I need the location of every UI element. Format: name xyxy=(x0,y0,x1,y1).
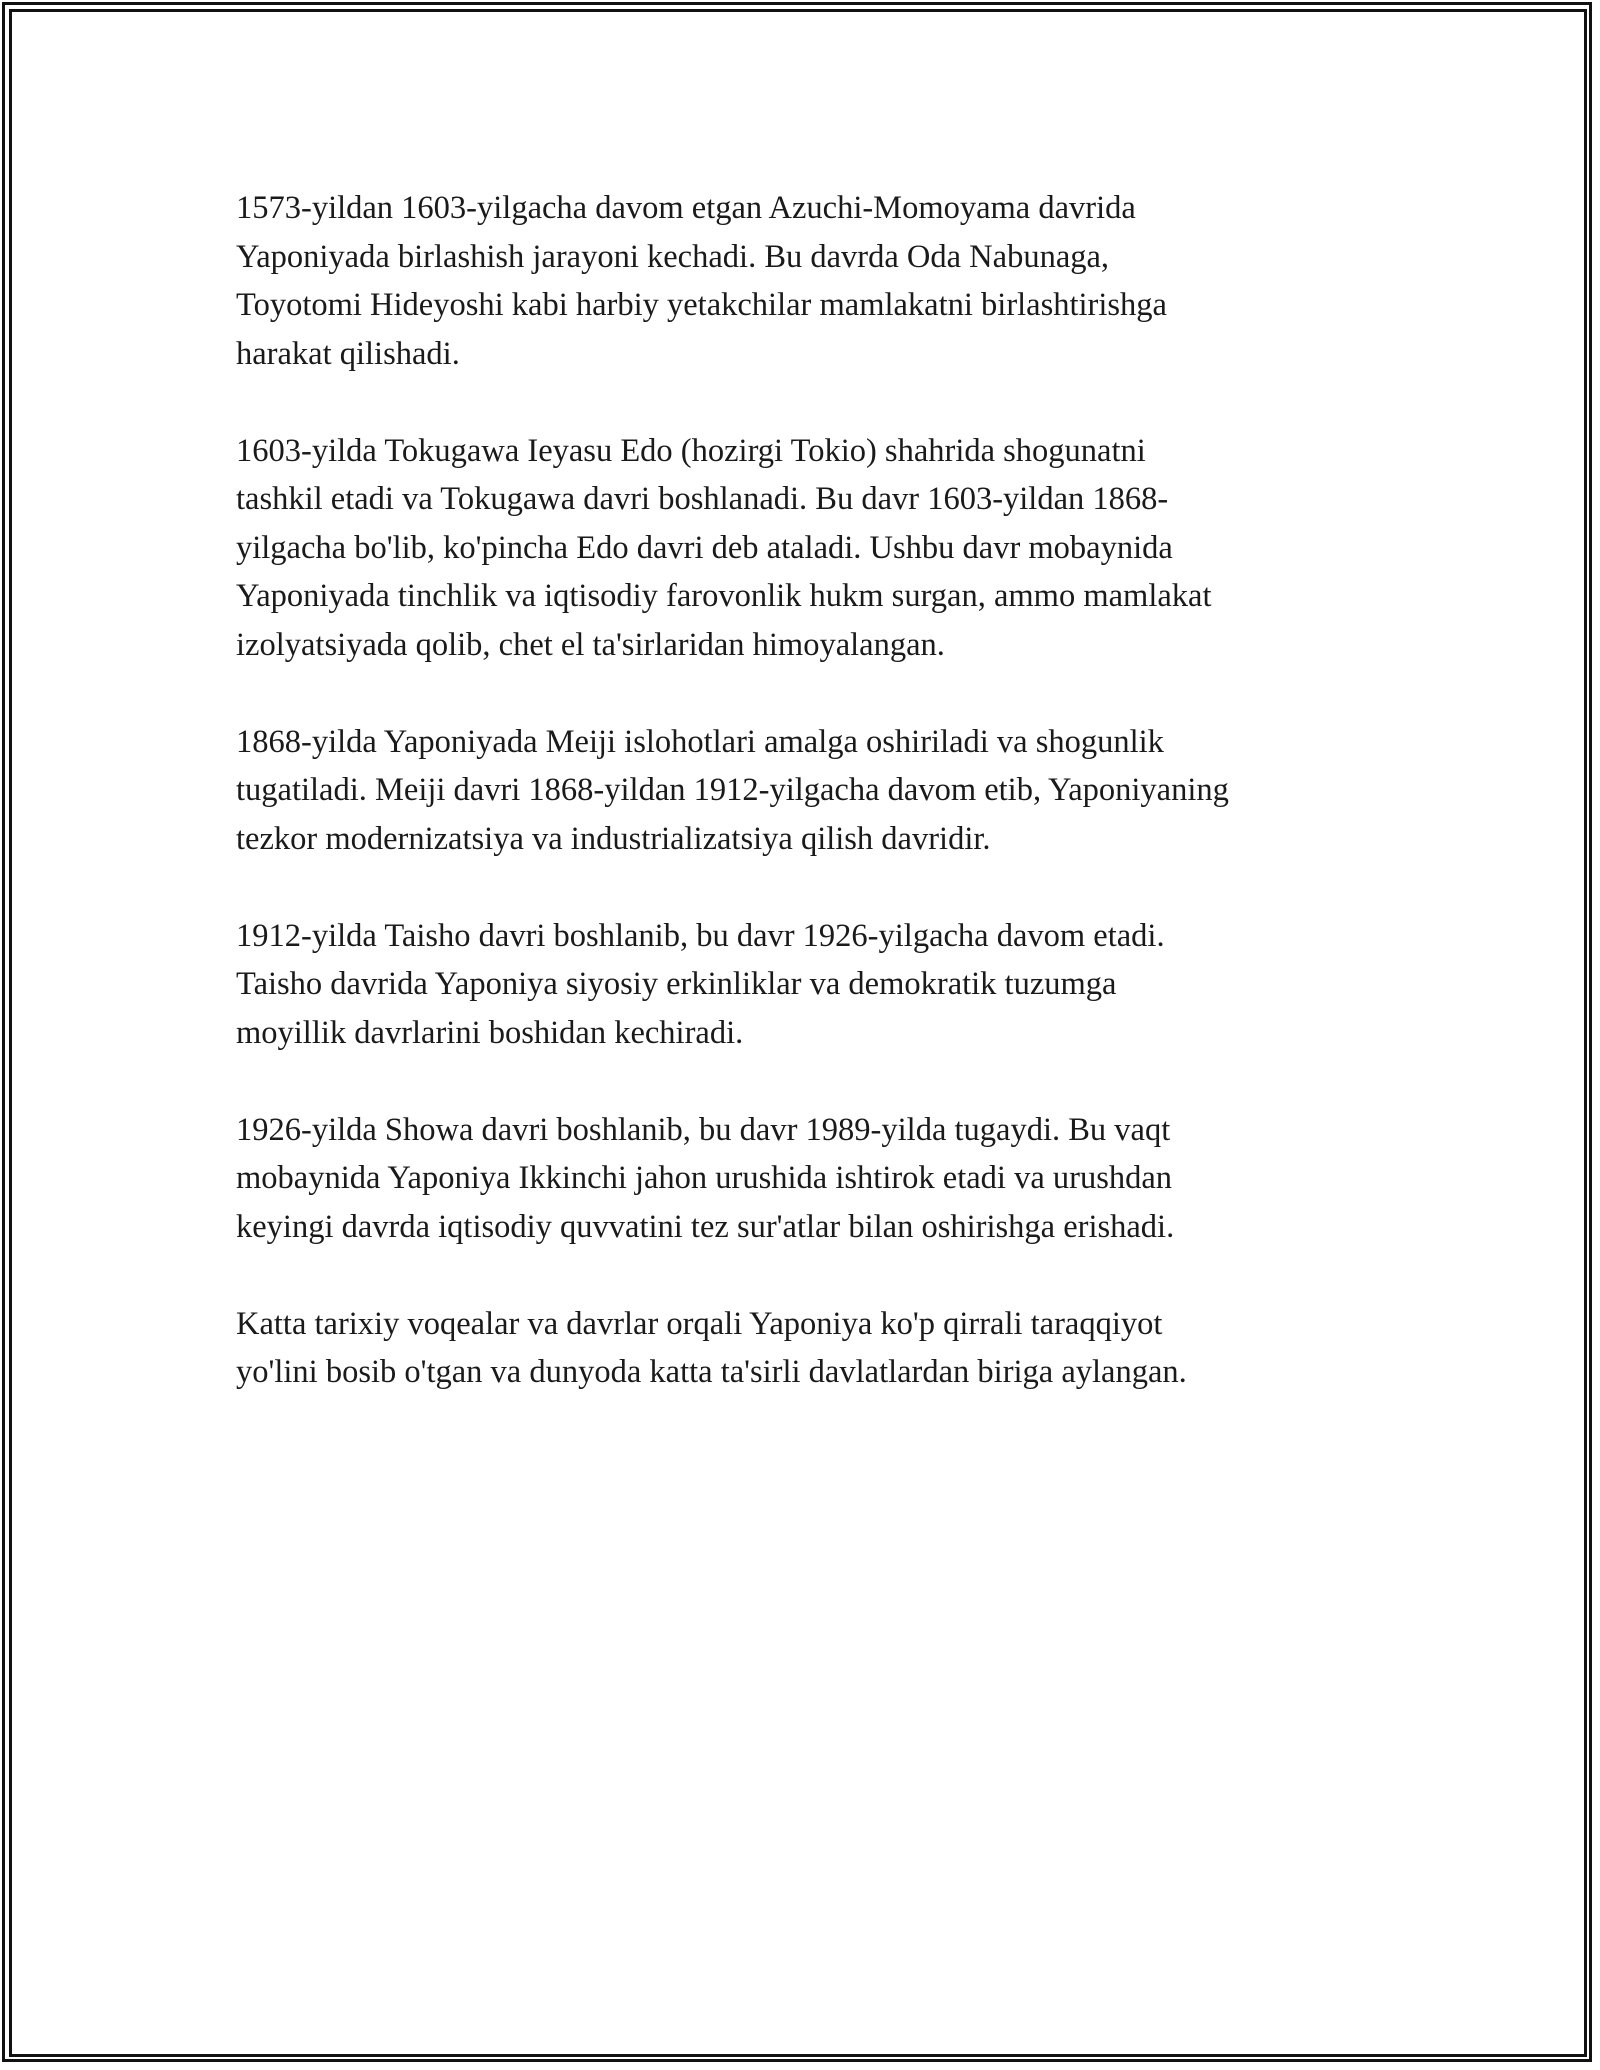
paragraph-showa xyxy=(236,1106,1396,1252)
text-line: tezkor modernizatsiya va industrializatsiya qilish davridir. xyxy=(236,820,991,857)
text-line: 1868-yilda Yaponiyada Meiji islohotlari amalga oshiriladi va shogunlik xyxy=(236,723,1164,760)
text-line: izolyatsiyada qolib, chet el ta'sirlaridan himoyalangan. xyxy=(236,626,945,663)
text-line: Yaponiyada birlashish jarayoni kechadi. Bu davrda Oda Nabunaga, xyxy=(236,238,1110,275)
text-line: Taisho davrida Yaponiya siyosiy erkinliklar va demokratik tuzumga xyxy=(236,966,1117,1002)
text-line: Katta tarixiy voqealar va davrlar orqali Yaponiya ko'p qirrali taraqqiyot xyxy=(236,1305,1163,1342)
document-body xyxy=(236,184,1396,1445)
text-line: 1912-yilda Taisho davri boshlanib, bu davr 1926-yilgacha davom etadi. xyxy=(236,917,1165,954)
paragraph-meiji xyxy=(236,718,1396,864)
text-line: tugatiladi. Meiji davri 1868-yildan 1912-yilgacha davom etib, Yaponiyaning xyxy=(236,772,1229,808)
paragraph-tokugawa xyxy=(236,427,1396,670)
paragraph-conclusion xyxy=(236,1300,1396,1397)
text-line: harakat qilishadi. xyxy=(236,335,460,372)
text-line: 1573-yildan 1603-yilgacha davom etgan Azuchi-Momoyama davrida xyxy=(236,190,1136,226)
text-line: yo'lini bosib o'tgan va dunyoda katta ta'sirli davlatlardan biriga aylangan. xyxy=(236,1354,1187,1390)
text-line: Toyotomi Hideyoshi kabi harbiy yetakchilar mamlakatni birlashtirishga xyxy=(236,287,1167,323)
text-line: 1926-yilda Showa davri boshlanib, bu davr 1989-yilda tugaydi. Bu vaqt xyxy=(236,1111,1171,1148)
text-line: 1603-yilda Tokugawa Ieyasu Edo (hozirgi Tokio) shahrida shogunatni xyxy=(236,432,1146,469)
text-line: moyillik davrlarini boshidan kechiradi. xyxy=(236,1014,744,1051)
text-line: keyingi davrda iqtisodiy quvvatini tez sur'atlar bilan oshirishga erishadi. xyxy=(236,1208,1175,1245)
text-line: Yaponiyada tinchlik va iqtisodiy farovonlik hukm surgan, ammo mamlakat xyxy=(236,578,1212,614)
paragraph-taisho xyxy=(236,912,1396,1058)
text-line: tashkil etadi va Tokugawa davri boshlanadi. Bu davr 1603-yildan 1868- xyxy=(236,481,1169,517)
text-line: mobaynida Yaponiya Ikkinchi jahon urushida ishtirok etadi va urushdan xyxy=(236,1160,1173,1196)
text-line: yilgacha bo'lib, ko'pincha Edo davri deb ataladi. Ushbu davr mobaynida xyxy=(236,529,1173,566)
paragraph-azuchi-momoyama xyxy=(236,184,1396,378)
